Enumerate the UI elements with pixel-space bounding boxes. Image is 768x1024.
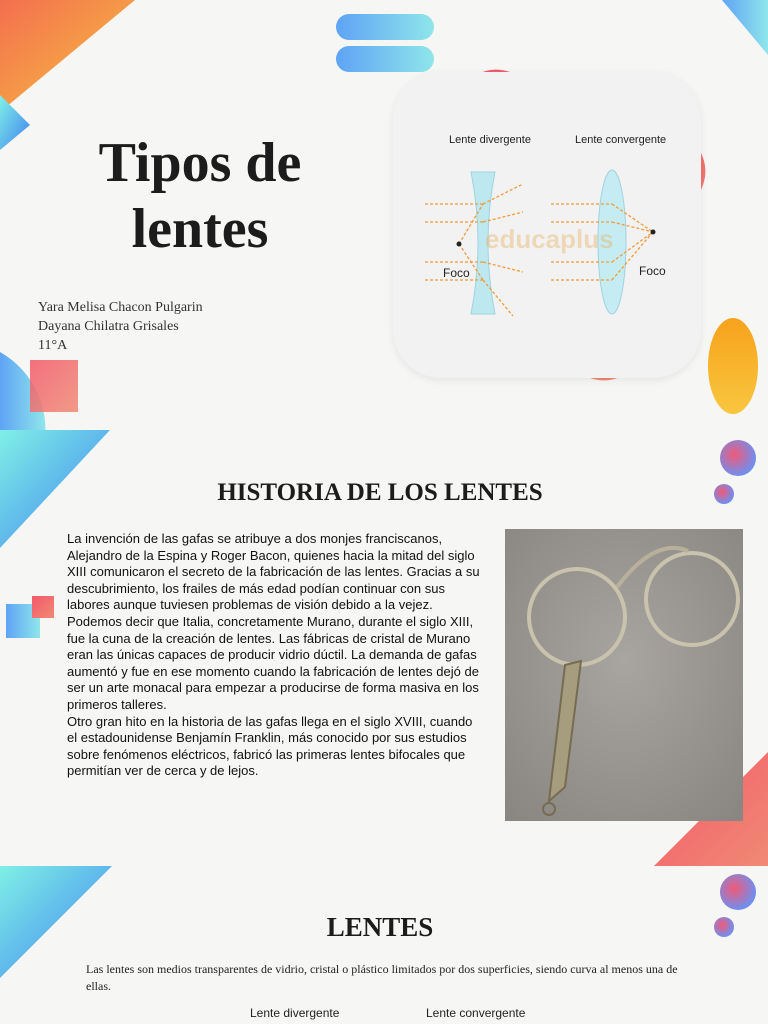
corner-triangle-orange	[0, 0, 135, 112]
blue-stripe-top	[336, 14, 434, 40]
ball-small-bottom	[714, 917, 734, 937]
ball-large-bottom	[720, 874, 756, 910]
watermark: educaplus	[485, 224, 614, 254]
lens-figure	[393, 72, 701, 378]
focus-right-label: Foco	[639, 264, 666, 278]
corner-triangle-top-right	[722, 0, 768, 55]
author-1: Yara Melisa Chacon Pulgarin	[38, 300, 203, 315]
caption-convergent: Lente convergente	[426, 1006, 526, 1020]
lorgnette-illustration	[505, 529, 743, 821]
ball-large	[720, 440, 756, 476]
ball-small	[714, 484, 734, 504]
lorgnette-photo	[505, 529, 743, 821]
blue-stripe-bottom	[336, 46, 434, 72]
history-paragraph-1: La invención de las gafas se atribuye a dos monjes franciscanos, Alejandro de la Espina y Roger Bacon, quienes hacia la mitad del siglo XIII comunicaron el secreto de la fabricación de las lentes. Gracias a su descubrimiento, los frailes de más edad podían continuar con sus labores aunque tuviesen problemas de visión debido a la vejez.	[67, 531, 480, 613]
history-text	[67, 531, 482, 780]
caption-divergent: Lente divergente	[250, 1006, 340, 1020]
authors-list	[38, 298, 203, 355]
corner-triangle-cyan	[0, 95, 30, 150]
label-divergent: Lente divergente	[449, 134, 531, 146]
class-group: 11°A	[38, 338, 68, 353]
left-square-red	[30, 360, 78, 412]
lentes-heading: LENTES	[326, 912, 434, 942]
orange-blob	[708, 318, 758, 414]
label-convergent: Lente convergente	[575, 134, 667, 146]
lentes-text: Las lentes son medios transparentes de vidrio, cristal o plástico limitados por dos superficies, siendo curva al menos una de ellas.	[86, 962, 678, 993]
focus-left-label: Foco	[443, 266, 470, 280]
small-square-red	[32, 596, 54, 618]
page-title: Tipos de lentes	[98, 132, 302, 260]
history-paragraph-2: Podemos decir que Italia, concretamente Murano, durante el siglo XIII, fue la cuna de la creación de lentes. Las fábricas de cristal de Murano eran las únicas capaces de producir vidrio dúctil. La demanda de gafas aumentó y fue en ese momento cuando la fabricación de lentes dejó de ser un arte monacal para empezar a producirse de forma masiva en los primeros talleres.	[67, 613, 479, 712]
history-heading: HISTORIA DE LOS LENTES	[217, 479, 543, 506]
history-paragraph-3: Otro gran hito en la historia de las gafas llega en el siglo XVIII, cuando el estadounidense Benjamín Franklin, más conocido por sus estudios sobre fenómenos eléctricos, fabricó las primeras lentes bifocales que permitían ver de cerca y de lejos.	[67, 713, 473, 779]
author-2: Dayana Chilatra Grisales	[38, 319, 179, 334]
